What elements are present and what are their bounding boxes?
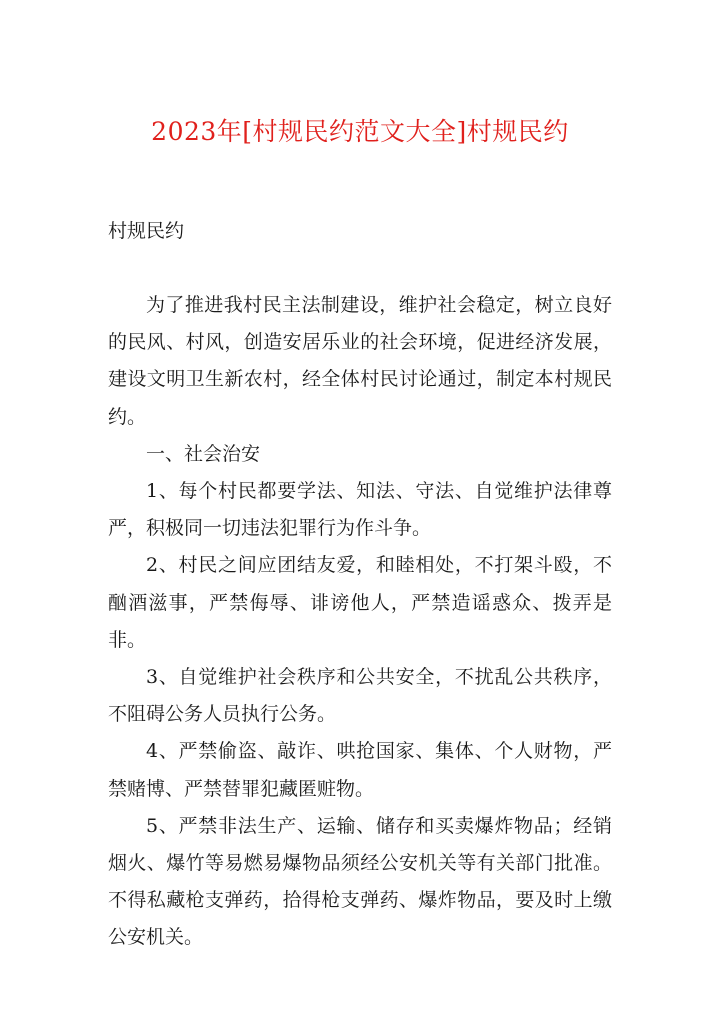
paragraph-item-1: 1、每个村民都要学法、知法、守法、自觉维护法律尊严，积极同一切违法犯罪行为作斗争。 bbox=[108, 480, 612, 540]
document-body bbox=[108, 287, 612, 957]
paragraph-item-3: 3、自觉维护社会秩序和公共安全，不扰乱公共秩序，不阻碍公务人员执行公务。 bbox=[108, 666, 612, 726]
paragraph-item-2: 2、村民之间应团结友爱，和睦相处，不打架斗殴，不酗酒滋事，严禁侮辱、诽谤他人，严禁造谣惑众、拨弄是非。 bbox=[108, 554, 612, 651]
document-subtitle: 村规民约 bbox=[108, 220, 185, 242]
section-heading-public-security: 一、社会治安 bbox=[146, 442, 261, 465]
paragraph-item-5: 5、严禁非法生产、运输、储存和买卖爆炸物品；经销烟火、爆竹等易燃易爆物品须经公安机关等有关部门批准。不得私藏枪支弹药，拾得枪支弹药、爆炸物品，要及时上缴公安机关。 bbox=[108, 814, 612, 949]
paragraph-intro: 为了推进我村民主法制建设，维护社会稳定，树立良好的民风、村风，创造安居乐业的社会环境，促进经济发展，建设文明卫生新农村，经全体村民讨论通过，制定本村规民约。 bbox=[108, 294, 612, 428]
paragraph-item-4: 4、严禁偷盗、敲诈、哄抢国家、集体、个人财物，严禁赌博、严禁替罪犯藏匿赃物。 bbox=[108, 740, 612, 800]
document-title: 2023年[村规民约范文大全]村规民约 bbox=[151, 117, 569, 146]
